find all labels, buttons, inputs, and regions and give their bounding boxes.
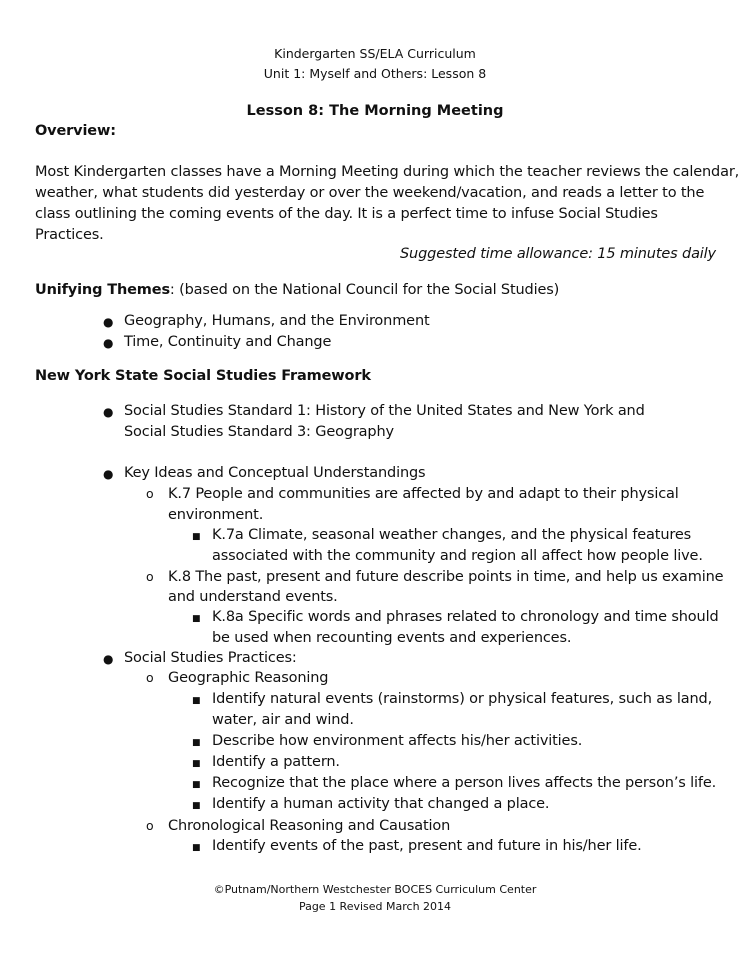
overview-line: Practices. [35, 227, 104, 243]
square-bullet-icon: ■ [192, 843, 201, 853]
theme-item: Time, Continuity and Change [124, 334, 332, 350]
understanding-k8a: K.8a Specific words and phrases related to chronology and time should [212, 609, 719, 625]
bullet-icon: ● [103, 315, 114, 329]
curriculum-header-unit: Unit 1: Myself and Others: Lesson 8 [263, 66, 487, 81]
geo-practice-item: Describe how environment affects his/her activities. [212, 733, 583, 749]
key-idea-k8: and understand events. [168, 589, 338, 605]
geo-practice-item: water, air and wind. [212, 712, 354, 728]
footer-copyright: ©Putnam/Northern Westchester BOCES Curriculum Center [213, 883, 537, 896]
geo-practice-item: Recognize that the place where a person lives affects the person’s life. [212, 775, 717, 791]
bullet-icon: ● [103, 467, 114, 481]
square-bullet-icon: ■ [192, 614, 201, 624]
bullet-icon: ● [103, 405, 114, 419]
square-bullet-icon: ■ [192, 738, 201, 748]
square-bullet-icon: ■ [192, 780, 201, 790]
time-allowance: Suggested time allowance: 15 minutes daily [400, 246, 716, 262]
key-ideas-label: Key Ideas and Conceptual Understandings [124, 465, 426, 481]
bullet-icon: ● [103, 652, 114, 666]
overview-line: Most Kindergarten classes have a Morning Meeting during which the teacher reviews the calendar, [35, 164, 740, 180]
circle-bullet-icon: o [146, 818, 154, 833]
theme-item: Geography, Humans, and the Environment [124, 313, 430, 329]
overview-line: class outlining the coming events of the day. It is a perfect time to infuse Social Studies [35, 206, 658, 222]
key-idea-k7: K.7 People and communities are affected by and adapt to their physical [168, 486, 679, 502]
practices-label: Social Studies Practices: [124, 650, 297, 666]
geo-practice-item: Identify a human activity that changed a place. [212, 796, 550, 812]
chrono-practice-item: Identify events of the past, present and future in his/her life. [212, 838, 642, 854]
geo-practice-item: Identify a pattern. [212, 754, 340, 770]
circle-bullet-icon: o [146, 670, 154, 685]
key-idea-k7: environment. [168, 507, 264, 523]
square-bullet-icon: ■ [192, 801, 201, 811]
unifying-themes-line [35, 282, 559, 298]
square-bullet-icon: ■ [192, 532, 201, 542]
geo-practice-item: Identify natural events (rainstorms) or physical features, such as land, [212, 691, 713, 707]
standard-line: Social Studies Standard 1: History of the United States and New York and [124, 403, 645, 419]
chronological-reasoning-label: Chronological Reasoning and Causation [168, 818, 451, 834]
circle-bullet-icon: o [146, 569, 154, 584]
geographic-reasoning-label: Geographic Reasoning [168, 670, 329, 686]
square-bullet-icon: ■ [192, 759, 201, 769]
framework-heading: New York State Social Studies Framework [35, 368, 371, 384]
overview-heading: Overview: [35, 123, 116, 139]
lesson-title: Lesson 8: The Morning Meeting [246, 103, 504, 119]
unifying-themes-note: : (based on the National Council for the Social Studies) [169, 282, 560, 298]
standard-line: Social Studies Standard 3: Geography [124, 424, 394, 440]
overview-line: weather, what students did yesterday or over the weekend/vacation, and reads a letter to the [35, 185, 705, 201]
unifying-themes-heading: Unifying Themes [35, 282, 170, 298]
key-idea-k8: K.8 The past, present and future describe points in time, and help us examine [168, 569, 724, 585]
circle-bullet-icon: o [146, 486, 154, 501]
footer-page-info: Page 1 Revised March 2014 [298, 900, 452, 913]
curriculum-header-title: Kindergarten SS/ELA Curriculum [274, 46, 476, 61]
understanding-k7a: associated with the community and region all affect how people live. [212, 548, 703, 564]
understanding-k7a: K.7a Climate, seasonal weather changes, and the physical features [212, 527, 692, 543]
bullet-icon: ● [103, 336, 114, 350]
understanding-k8a: be used when recounting events and experiences. [212, 630, 572, 646]
square-bullet-icon: ■ [192, 696, 201, 706]
